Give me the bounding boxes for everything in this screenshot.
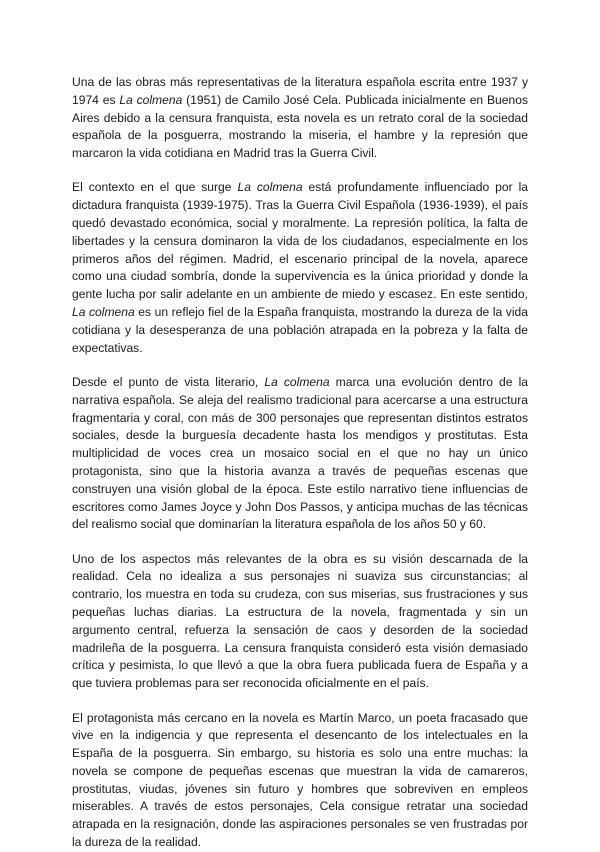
book-title: La colmena — [119, 92, 183, 107]
paragraph-intro: Una de las obras más representativas de la literatura española escrita entre 1937 y 1974 es La colmena (1951) de Camilo José Cela. Publicada inicialmente en Buenos Aires debido a la censura franquista, esta novela es un retrato coral de la sociedad española de la posguerra, mostrando la miseria, el hambre y la represión que marcaron la vida cotidiana en Madrid tras la Guerra Civil. — [72, 75, 528, 161]
paragraph-context: El contexto en el que surge La colmena está profundamente influenciado por la dictadura franquista (1939-1975). Tras la Guerra Civil Española (1936-1939), el país quedó devastado económica, social y moralmente. La represión política, la falta de libertades y la censura dominaron la vida de los ciudadanos, especialmente en los primeros años del régimen. Madrid, el escenario principal de la novela, aparece como una ciudad sombría, donde la supervivencia es la única prioridad y donde la gente lucha por salir adelante en un ambiente de miedo y escasez. En este sentido, La colmena es un reflejo fiel de la España franquista, mostrando la dureza de la vida cotidiana y la desesperanza de una población atrapada en la pobreza y la falta de expectativas. — [72, 180, 528, 355]
paragraph-literary: Desde el punto de vista literario, La colmena marca una evolución dentro de la narrativa española. Se aleja del realismo tradicional para acercarse a una estructura fragmentaria y coral, con más de 300 personajes que representan distintos estratos sociales, desde la burguesía decadente hasta los mendigos y prostitutas. Esta multiplicidad de voces crea un mosaico social en el que no hay un único protagonista, sino que la historia avanza a través de pequeñas escenas que construyen una visión global de la época. Este estilo narrativo tiene influencias de escritores como James Joyce y John Dos Passos, y anticipa muchas de las técnicas del realismo social que dominarían la literatura española de los años 50 y 60. — [72, 374, 528, 532]
book-title: La colmena — [72, 305, 135, 320]
paragraph-protagonist: El protagonista más cercano en la novela es Martín Marco, un poeta fracasado que vive en la indigencia y que representa el desencanto de los intelectuales en la España de la posguerra. Sin embargo, su historia es solo una entre muchas: la novela se compone de pequeñas escenas que muestran la vida de camareros, prostitutas, viudas, jóvenes sin futuro y hombres que sobreviven en empleos miserables. A través de estos personajes, Cela consigue retratar una sociedad atrapada en la resignación, donde las aspiraciones personales se ven frustradas por la dureza de la realidad. — [72, 710, 528, 850]
paragraph-realism: Uno de los aspectos más relevantes de la obra es su visión descarnada de la realidad. Cela no idealiza a sus personajes ni suaviza sus circunstancias; al contrario, los muestra en toda su crudeza, con sus miserias, sus frustraciones y sus pequeñas luchas diarias. La estructura de la novela, fragmentada y sin un argumento central, refuerza la sensación de caos y desorden de la sociedad madrileña de la posguerra. La censura franquista consideró esta visión demasiado crítica y pesimista, lo que llevó a que la obra fuera publicada fuera de España y a que tuviera problemas para ser reconocida oficialmente en el país. — [72, 551, 528, 691]
book-title: La colmena — [264, 374, 330, 389]
body-text — [72, 74, 528, 852]
book-title: La colmena — [237, 180, 303, 195]
